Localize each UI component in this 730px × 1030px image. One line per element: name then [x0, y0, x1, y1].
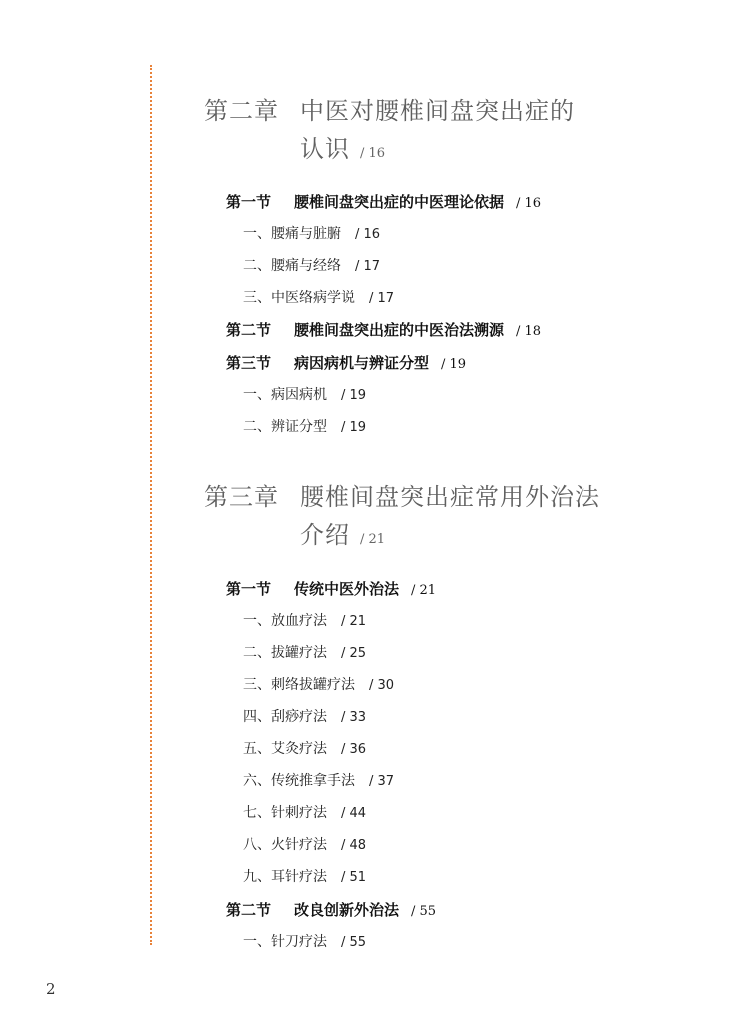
chapter-heading — [204, 478, 600, 559]
chapter-number: 第二章 — [204, 97, 279, 125]
toc-item — [243, 611, 366, 632]
item-page: / 36 — [341, 742, 367, 757]
toc-item — [243, 835, 366, 856]
item-title: 九、耳针疗法 — [243, 869, 327, 885]
section-number: 第一节 — [226, 193, 272, 211]
toc-section — [226, 353, 466, 375]
toc-item — [243, 803, 366, 824]
item-title: 二、腰痛与经络 — [243, 258, 341, 274]
item-page: / 51 — [341, 870, 367, 885]
item-title: 二、拔罐疗法 — [243, 645, 327, 661]
section-page: / 18 — [516, 324, 542, 339]
toc-item — [243, 417, 366, 438]
item-page: / 33 — [341, 710, 367, 725]
toc-item — [243, 224, 380, 245]
toc-item — [243, 707, 366, 728]
section-title: 腰椎间盘突出症的中医治法溯源 — [294, 321, 505, 339]
chapter-title-continued: 认识 — [300, 135, 350, 163]
item-title: 六、传统推拿手法 — [243, 773, 355, 789]
item-title: 二、辨证分型 — [243, 419, 327, 435]
toc-section — [226, 320, 541, 342]
chapter-page: / 21 — [360, 532, 386, 547]
page-number: 2 — [46, 980, 56, 998]
section-page: / 55 — [411, 904, 437, 919]
item-page: / 17 — [355, 259, 381, 274]
section-number: 第三节 — [226, 354, 272, 372]
item-page: / 16 — [355, 227, 381, 242]
section-page: / 19 — [441, 357, 467, 372]
chapter-title: 中医对腰椎间盘突出症的 — [300, 97, 575, 125]
toc-item — [243, 385, 366, 406]
item-title: 三、中医络病学说 — [243, 290, 355, 306]
item-page: / 17 — [369, 291, 395, 306]
toc-item — [243, 932, 366, 953]
item-title: 七、针刺疗法 — [243, 805, 327, 821]
chapter-title: 腰椎间盘突出症常用外治法 — [300, 483, 600, 511]
toc-section — [226, 579, 436, 601]
toc-section — [226, 192, 541, 214]
item-page: / 30 — [369, 678, 395, 693]
toc-item — [243, 643, 366, 664]
margin-dotted-line — [150, 65, 152, 945]
item-title: 四、刮痧疗法 — [243, 709, 327, 725]
section-page: / 21 — [411, 583, 437, 598]
item-title: 一、病因病机 — [243, 387, 327, 403]
chapter-heading — [204, 92, 575, 173]
item-page: / 48 — [341, 838, 367, 853]
item-title: 八、火针疗法 — [243, 837, 327, 853]
item-title: 一、放血疗法 — [243, 613, 327, 629]
item-page: / 55 — [341, 935, 367, 950]
section-title: 传统中医外治法 — [294, 580, 400, 598]
item-page: / 44 — [341, 806, 367, 821]
item-title: 一、腰痛与脏腑 — [243, 226, 341, 242]
toc-item — [243, 771, 394, 792]
item-page: / 19 — [341, 420, 367, 435]
toc-item — [243, 256, 380, 277]
section-number: 第二节 — [226, 321, 272, 339]
section-number: 第一节 — [226, 580, 272, 598]
chapter-number: 第三章 — [204, 483, 279, 511]
item-page: / 19 — [341, 388, 367, 403]
chapter-page: / 16 — [360, 146, 386, 161]
toc-section — [226, 900, 436, 922]
section-number: 第二节 — [226, 901, 272, 919]
section-title: 病因病机与辨证分型 — [294, 354, 430, 372]
item-page: / 21 — [341, 614, 367, 629]
toc-item — [243, 739, 366, 760]
section-title: 改良创新外治法 — [294, 901, 400, 919]
item-title: 三、刺络拔罐疗法 — [243, 677, 355, 693]
toc-item — [243, 288, 394, 309]
section-title: 腰椎间盘突出症的中医理论依据 — [294, 193, 505, 211]
section-page: / 16 — [516, 196, 542, 211]
item-page: / 25 — [341, 646, 367, 661]
item-page: / 37 — [369, 774, 395, 789]
item-title: 一、针刀疗法 — [243, 934, 327, 950]
toc-item — [243, 675, 394, 696]
item-title: 五、艾灸疗法 — [243, 741, 327, 757]
toc-item — [243, 867, 366, 888]
chapter-title-continued: 介绍 — [300, 521, 350, 549]
